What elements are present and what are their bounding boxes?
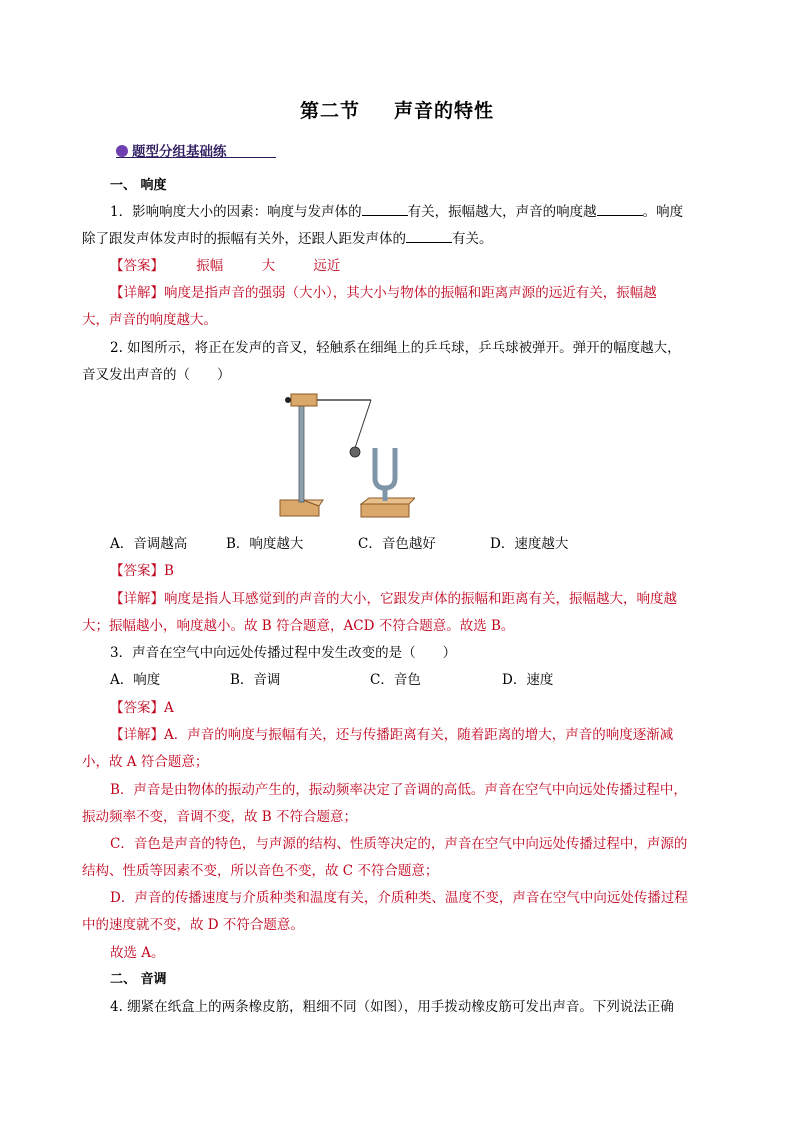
- q1-blank-1[interactable]: [362, 203, 408, 216]
- q1-answer-1: 振幅: [196, 258, 224, 274]
- detail-label: 【详解】: [110, 285, 164, 301]
- q1-detail-line2: 大，声音的响度越大。: [82, 312, 217, 328]
- q1-answer-2: 大: [261, 258, 276, 274]
- detail-text: 响度是指人耳感觉到的声音的大小，它跟发声体的振幅和距离有关，振幅越大，响度越: [164, 591, 677, 607]
- q3-detail-a1: [110, 723, 673, 743]
- q1-detail-line1: [110, 281, 657, 301]
- tuning-fork-stem: [383, 488, 388, 501]
- q1-line2: [82, 227, 493, 247]
- detail-text: A．声音的响度与振幅有关，还与传播距离有关，随着距离的增大，声音的响度逐渐减: [164, 727, 674, 743]
- q1-answer-3: 远近: [313, 258, 341, 274]
- clamp-screw: [285, 397, 291, 403]
- clamp-block: [291, 394, 317, 406]
- q1-text: 有关，振幅越大，声音的响度越: [407, 204, 597, 220]
- string: [355, 400, 371, 448]
- q1-blank-3[interactable]: [406, 230, 452, 243]
- q3-detail-d1: D．声音的传播速度与介质种类和温度有关，介质种类、温度不变，声音在空气中向远处传播过程: [110, 890, 688, 906]
- detail-label: 【详解】: [110, 727, 164, 743]
- heading-loudness: 一、 响度: [110, 178, 167, 193]
- title-section-number: 第二节: [299, 100, 360, 122]
- fork-base: [361, 504, 409, 517]
- answer-label: 【答案】: [110, 700, 164, 716]
- q2-option-b[interactable]: B．响度越大: [226, 536, 304, 552]
- q2-option-d[interactable]: D．速度越大: [490, 536, 569, 552]
- q2-answer-value: B: [164, 563, 174, 579]
- tuning-fork-prongs: [375, 448, 395, 488]
- q3-detail-c1: C．音色是声音的特色，与声源的结构、性质等决定的，声音在空气中向远处传播过程中，声源的: [110, 836, 688, 852]
- answer-label: 【答案】: [110, 258, 164, 274]
- q3-line1: 3．声音在空气中向远处传播过程中发生改变的是（ ）: [110, 645, 457, 661]
- q3-option-d[interactable]: D．速度: [502, 672, 554, 688]
- page-title: [0, 96, 794, 123]
- q1-answer: [110, 254, 340, 274]
- heading-pitch: 二、 音调: [110, 972, 167, 987]
- q3-answer: [110, 696, 174, 716]
- q3-detail-b2: 振动频率不变，音调不变，故 B 不符合题意；: [82, 809, 358, 825]
- fork-base-top: [361, 498, 415, 504]
- q2-line2: 音叉发出声音的（ ）: [82, 367, 231, 383]
- q1-text: 有关。: [452, 231, 493, 247]
- q1-text: 除了跟发声体发声时的振幅有关外，还跟人距发声体的: [82, 231, 406, 247]
- q1-blank-2[interactable]: [597, 203, 643, 216]
- q3-option-c[interactable]: C．音色: [370, 672, 421, 688]
- detail-text: 响度是指声音的强弱（大小），其大小与物体的振幅和距离声源的远近有关，振幅越: [164, 285, 657, 301]
- q3-conclusion: 故选 A。: [110, 945, 165, 961]
- section-tag-label: 题型分组基础练: [132, 144, 227, 160]
- q2-detail-line2: 大；振幅越小，响度越小。故 B 符合题意，ACD 不符合题意。故选 B。: [82, 618, 515, 634]
- q3-answer-value: A: [164, 700, 174, 716]
- q3-detail-d2: 中的速度就不变，故 D 不符合题意。: [82, 917, 304, 933]
- bullet-dot-icon: [116, 145, 128, 157]
- q3-option-b[interactable]: B．音调: [230, 672, 281, 688]
- section-divider: [116, 157, 276, 158]
- q1-text: 1．影响响度大小的因素：响度与发声体的: [110, 204, 362, 220]
- detail-label: 【详解】: [110, 591, 164, 607]
- q4-line1: 4. 绷紧在纸盒上的两条橡皮筋，粗细不同（如图），用手拨动橡皮筋可发出声音。下列说法正确: [110, 999, 674, 1015]
- tuning-fork-figure: [275, 388, 415, 522]
- q3-detail-c2: 结构、性质等因素不变，所以音色不变，故 C 不符合题意；: [82, 863, 439, 879]
- q2-option-a[interactable]: A．音调越高: [110, 536, 188, 552]
- q2-detail-line1: [110, 587, 677, 607]
- stand-rod: [299, 402, 304, 502]
- q2-answer: [110, 559, 174, 579]
- q2-option-c[interactable]: C．音色越好: [358, 536, 436, 552]
- q3-detail-a2: 小，故 A 符合题意；: [82, 754, 209, 770]
- title-topic: 声音的特性: [394, 100, 495, 122]
- q1-text: 。响度: [642, 204, 684, 220]
- q1-line1: [110, 200, 683, 220]
- q2-line1: 2. 如图所示，将正在发声的音叉，轻触系在细绳上的乒乓球，乒乓球被弹开。弹开的幅度越大，: [110, 340, 681, 356]
- ping-pong-ball: [350, 447, 360, 457]
- q3-detail-b1: B．声音是由物体的振动产生的，振动频率决定了音调的高低。声音在空气中向远处传播过程中，: [110, 782, 687, 798]
- q3-option-a[interactable]: A．响度: [110, 672, 161, 688]
- answer-label: 【答案】: [110, 563, 164, 579]
